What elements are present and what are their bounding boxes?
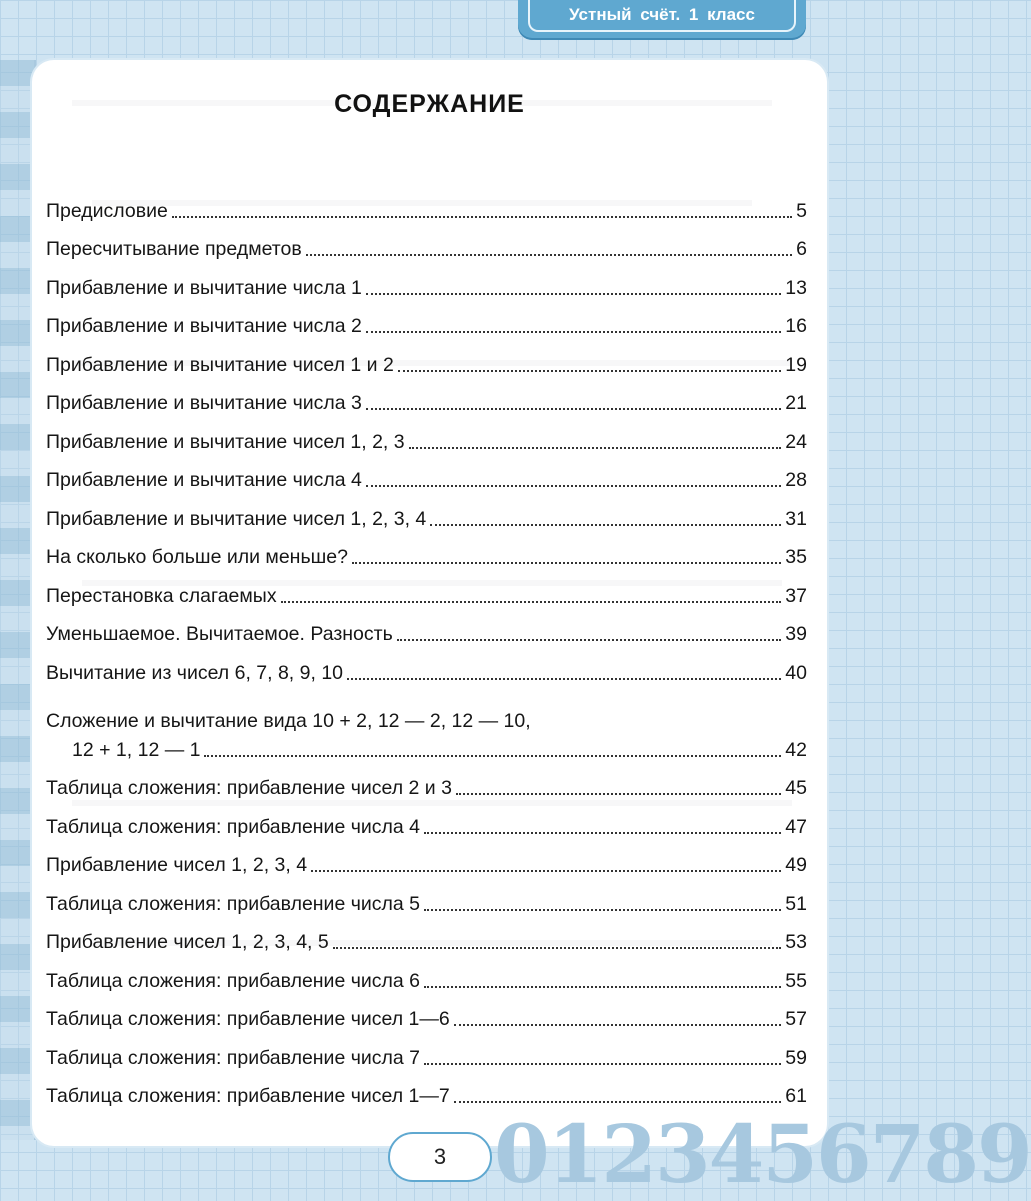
decorative-digits: 0123456789 bbox=[494, 1107, 1031, 1201]
toc-entry-title: Перестановка слагаемых bbox=[46, 584, 277, 607]
dot-leader bbox=[430, 524, 781, 526]
toc-entry[interactable] bbox=[46, 685, 807, 762]
toc-entry-title: Прибавление и вычитание числа 3 bbox=[46, 392, 362, 414]
dot-leader bbox=[311, 870, 781, 872]
toc-entry-page: 40 bbox=[785, 661, 807, 684]
dot-leader bbox=[366, 331, 781, 333]
dot-leader bbox=[409, 447, 782, 449]
toc-entry-title: На сколько больше или меньше? bbox=[46, 546, 348, 568]
toc-entry-title: Таблица сложения: прибавление чисел 1—6 bbox=[46, 1008, 450, 1030]
toc-entry-page: 61 bbox=[785, 1085, 807, 1107]
toc-entry[interactable] bbox=[46, 1031, 807, 1070]
toc-entry[interactable] bbox=[46, 338, 807, 377]
toc-entry[interactable] bbox=[46, 646, 807, 685]
toc-entry-title: Таблица сложения: прибавление числа 7 bbox=[46, 1046, 421, 1069]
toc-entry-page: 55 bbox=[785, 969, 807, 992]
toc-entry-page: 39 bbox=[785, 623, 807, 645]
dot-leader bbox=[347, 678, 781, 680]
toc-entry[interactable] bbox=[46, 377, 807, 416]
toc-entry-page: 59 bbox=[785, 1046, 807, 1069]
toc-entry-title-cont: 12 + 1, 12 — 1 bbox=[72, 738, 201, 761]
toc-entry-page: 13 bbox=[785, 276, 807, 299]
dot-leader bbox=[172, 216, 792, 218]
toc-entry-title: Пересчитывание предметов bbox=[46, 238, 302, 260]
toc-entry-page: 42 bbox=[785, 738, 807, 761]
toc-entry-continuation bbox=[46, 739, 807, 762]
dot-leader bbox=[366, 485, 781, 487]
toc-entry-title: Прибавление и вычитание чисел 1 и 2 bbox=[46, 353, 394, 376]
page-number: 3 bbox=[388, 1132, 492, 1182]
dot-leader bbox=[366, 293, 781, 295]
toc-entry[interactable] bbox=[46, 223, 807, 262]
book-header-label: Устный счёт. 1 класс bbox=[528, 0, 796, 32]
dot-leader bbox=[424, 832, 781, 834]
toc-entry-title: Прибавление и вычитание числа 1 bbox=[46, 276, 362, 299]
toc-entry[interactable] bbox=[46, 954, 807, 993]
toc-entry-title: Таблица сложения: прибавление чисел 2 и 3 bbox=[46, 777, 452, 799]
dot-leader bbox=[454, 1024, 782, 1026]
dot-leader bbox=[306, 254, 792, 256]
toc-entry[interactable] bbox=[46, 300, 807, 339]
toc-entry[interactable] bbox=[46, 1070, 807, 1109]
dot-leader bbox=[456, 793, 781, 795]
dot-leader bbox=[397, 639, 782, 641]
book-header-badge bbox=[518, 0, 806, 40]
toc-entry[interactable] bbox=[46, 454, 807, 493]
toc-entry-title: Прибавление и вычитание числа 2 bbox=[46, 315, 362, 337]
toc-entry[interactable] bbox=[46, 877, 807, 916]
toc-entry-page: 19 bbox=[785, 353, 807, 376]
toc-entry[interactable] bbox=[46, 762, 807, 801]
toc-entry-title: Таблица сложения: прибавление числа 5 bbox=[46, 892, 421, 915]
toc-entry-page: 6 bbox=[796, 238, 807, 260]
toc-entry-page: 37 bbox=[785, 584, 807, 607]
toc-entry-page: 51 bbox=[785, 892, 807, 915]
toc-entry[interactable] bbox=[46, 916, 807, 955]
toc-entry-page: 28 bbox=[785, 469, 807, 491]
dot-leader bbox=[204, 755, 781, 757]
toc-entry[interactable] bbox=[46, 569, 807, 608]
dot-leader bbox=[366, 408, 781, 410]
toc-entry-page: 5 bbox=[796, 199, 807, 222]
toc-entry-page: 31 bbox=[785, 507, 807, 530]
dot-leader bbox=[352, 562, 781, 564]
toc-entry-page: 24 bbox=[785, 430, 807, 453]
toc-entry-title: Таблица сложения: прибавление числа 6 bbox=[46, 969, 421, 992]
toc-entry-page: 16 bbox=[785, 315, 807, 337]
toc-entry[interactable] bbox=[46, 415, 807, 454]
toc-entry-page: 47 bbox=[785, 815, 807, 838]
toc-entry[interactable] bbox=[46, 800, 807, 839]
dot-leader bbox=[398, 370, 781, 372]
dot-leader bbox=[424, 1063, 781, 1065]
dot-leader bbox=[424, 909, 781, 911]
toc-entry[interactable] bbox=[46, 492, 807, 531]
toc-entry-page: 21 bbox=[785, 392, 807, 414]
toc-entry-title: Прибавление и вычитание чисел 1, 2, 3 bbox=[46, 430, 405, 453]
contents-title: СОДЕРЖАНИЕ bbox=[334, 90, 525, 118]
toc-entry-title: Прибавление и вычитание чисел 1, 2, 3, 4 bbox=[46, 507, 427, 530]
toc-entry[interactable] bbox=[46, 993, 807, 1032]
dot-leader bbox=[333, 947, 782, 949]
toc-entry-title: Таблица сложения: прибавление чисел 1—7 bbox=[46, 1085, 450, 1107]
toc-entry[interactable] bbox=[46, 531, 807, 570]
dot-leader bbox=[424, 986, 781, 988]
toc-entry-title: Уменьшаемое. Вычитаемое. Разность bbox=[46, 623, 393, 645]
toc-entry-title: Сложение и вычитание вида 10 + 2, 12 — 2, 12 — 10, bbox=[46, 709, 531, 732]
toc-entry-title: Прибавление чисел 1, 2, 3, 4 bbox=[46, 854, 308, 876]
table-of-contents bbox=[46, 184, 807, 1108]
toc-entry[interactable] bbox=[46, 261, 807, 300]
toc-entry[interactable] bbox=[46, 839, 807, 878]
toc-entry-title: Таблица сложения: прибавление числа 4 bbox=[46, 815, 421, 838]
toc-entry-page: 53 bbox=[785, 931, 807, 953]
toc-entry-page: 57 bbox=[785, 1008, 807, 1030]
toc-entry-page: 45 bbox=[785, 777, 807, 799]
toc-entry-title: Прибавление чисел 1, 2, 3, 4, 5 bbox=[46, 931, 329, 953]
left-decorative-strip bbox=[0, 60, 36, 1140]
dot-leader bbox=[281, 601, 782, 603]
toc-entry-title: Прибавление и вычитание числа 4 bbox=[46, 469, 362, 491]
contents-card bbox=[32, 60, 827, 1146]
dot-leader bbox=[454, 1101, 782, 1103]
toc-entry-title: Предисловие bbox=[46, 199, 168, 222]
toc-entry[interactable] bbox=[46, 184, 807, 223]
toc-entry-page: 35 bbox=[785, 546, 807, 568]
toc-entry[interactable] bbox=[46, 608, 807, 647]
toc-entry-title: Вычитание из чисел 6, 7, 8, 9, 10 bbox=[46, 661, 344, 684]
toc-entry-page: 49 bbox=[785, 854, 807, 876]
